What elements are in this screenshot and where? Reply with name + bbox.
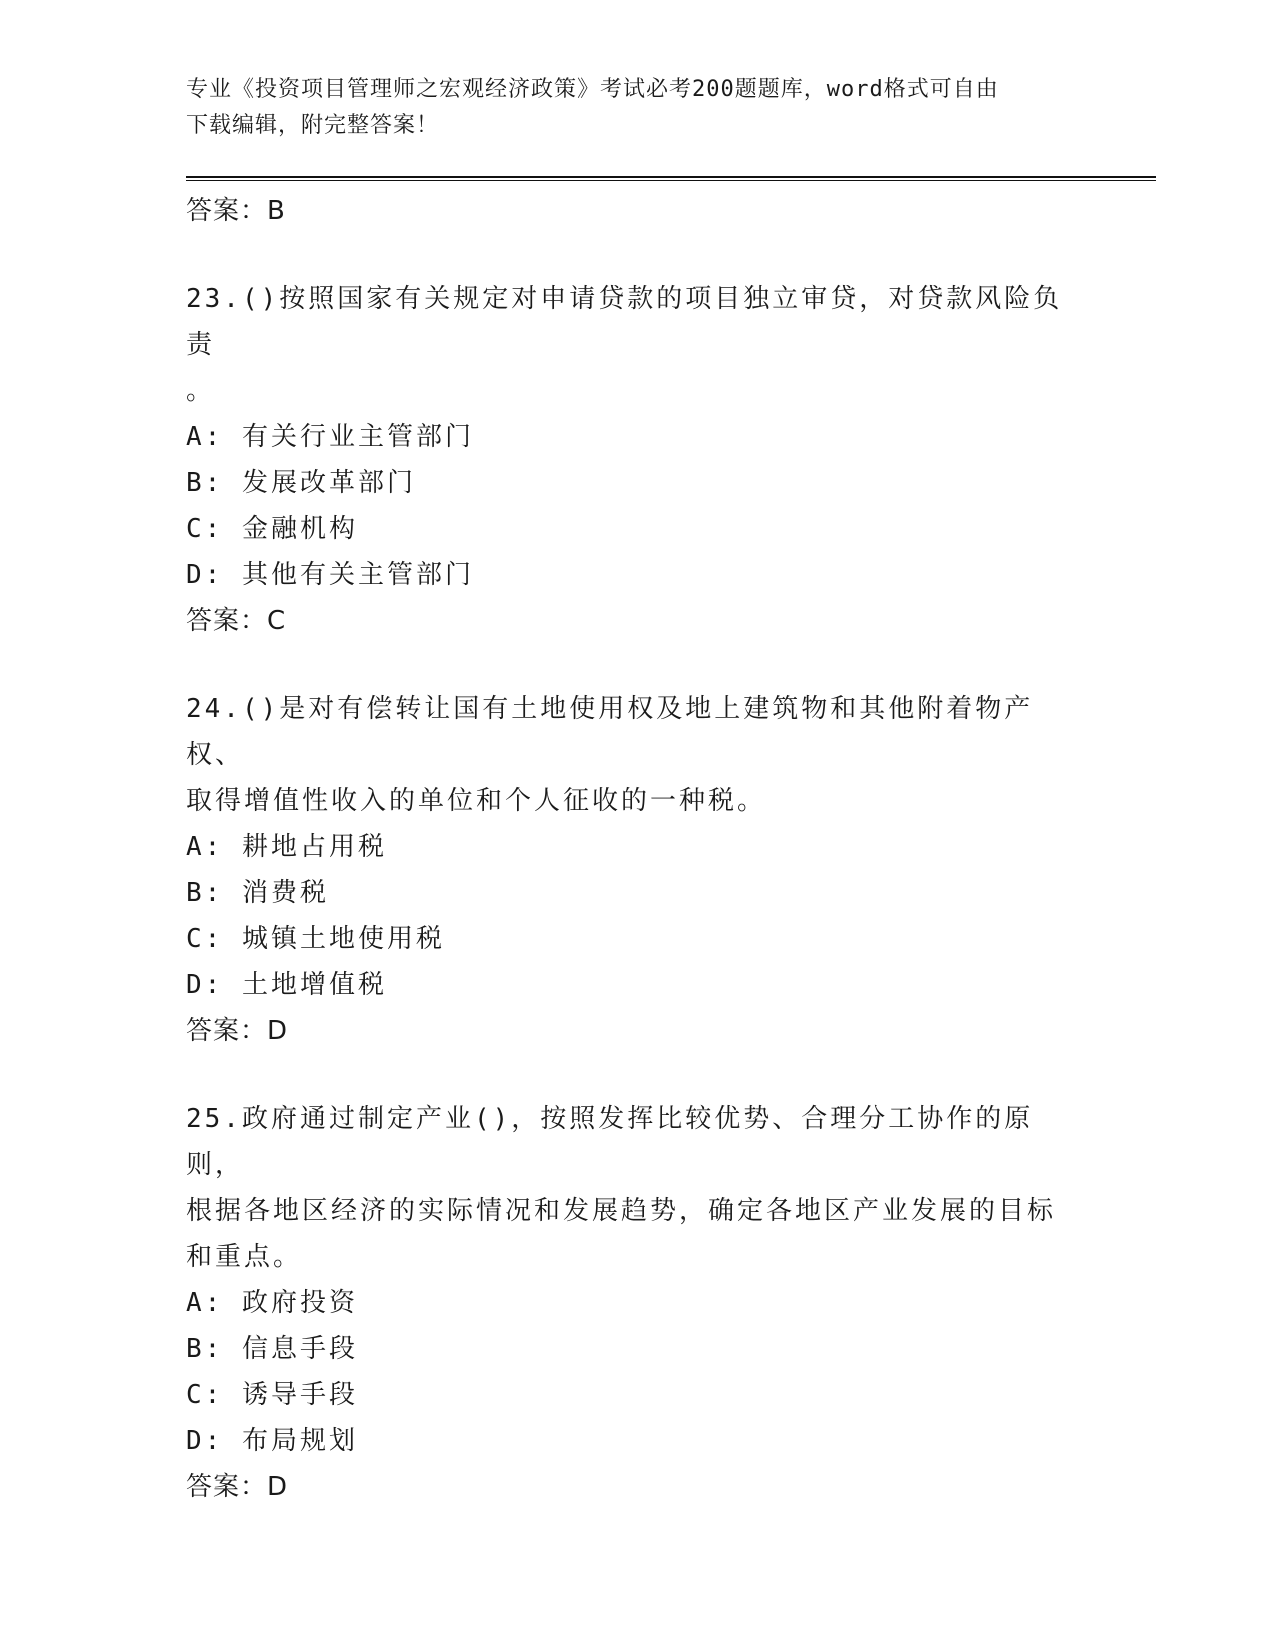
option-d: D: 土地增值税 xyxy=(186,970,387,1000)
option-b: B: 信息手段 xyxy=(186,1334,358,1364)
answer: 答案：C xyxy=(186,606,287,636)
option-b: B: 发展改革部门 xyxy=(186,468,416,498)
option-d: D: 其他有关主管部门 xyxy=(186,560,474,590)
stem-line: 25.政府通过制定产业()，按照发挥比较优势、合理分工协作的原则， xyxy=(186,1104,1034,1180)
stem-line: 取得增值性收入的单位和个人征收的一种税。 xyxy=(186,786,767,816)
option-c: C: 城镇土地使用税 xyxy=(186,924,445,954)
header-divider xyxy=(186,176,1156,181)
header-line-2: 下载编辑，附完整答案！ xyxy=(186,113,440,138)
answer: 答案：D xyxy=(186,1016,289,1046)
question-stem xyxy=(186,686,1086,824)
stem-line: 和重点。 xyxy=(186,1242,303,1272)
option-a: A: 政府投资 xyxy=(186,1288,358,1318)
question-stem xyxy=(186,276,1086,414)
option-a: A: 有关行业主管部门 xyxy=(186,422,474,452)
stem-line: 23.()按照国家有关规定对申请贷款的项目独立审贷，对贷款风险负责 xyxy=(186,284,1063,360)
question-23 xyxy=(186,276,1086,644)
stem-line: 24.()是对有偿转让国有土地使用权及地上建筑物和其他附着物产权、 xyxy=(186,694,1034,770)
previous-answer: 答案：B xyxy=(186,196,286,226)
question-25 xyxy=(186,1096,1086,1510)
document-header xyxy=(186,72,1086,144)
option-a: A: 耕地占用税 xyxy=(186,832,387,862)
stem-line: 根据各地区经济的实际情况和发展趋势，确定各地区产业发展的目标 xyxy=(186,1196,1057,1226)
question-stem xyxy=(186,1096,1086,1280)
option-c: C: 金融机构 xyxy=(186,514,358,544)
question-24 xyxy=(186,686,1086,1054)
option-b: B: 消费税 xyxy=(186,878,329,908)
option-d: D: 布局规划 xyxy=(186,1426,358,1456)
header-line-1: 专业《投资项目管理师之宏观经济政策》考试必考200题题库，word格式可自由 xyxy=(186,77,999,102)
question-list xyxy=(186,188,1086,1552)
option-c: C: 诱导手段 xyxy=(186,1380,358,1410)
stem-line: 。 xyxy=(186,376,216,406)
answer: 答案：D xyxy=(186,1472,289,1502)
